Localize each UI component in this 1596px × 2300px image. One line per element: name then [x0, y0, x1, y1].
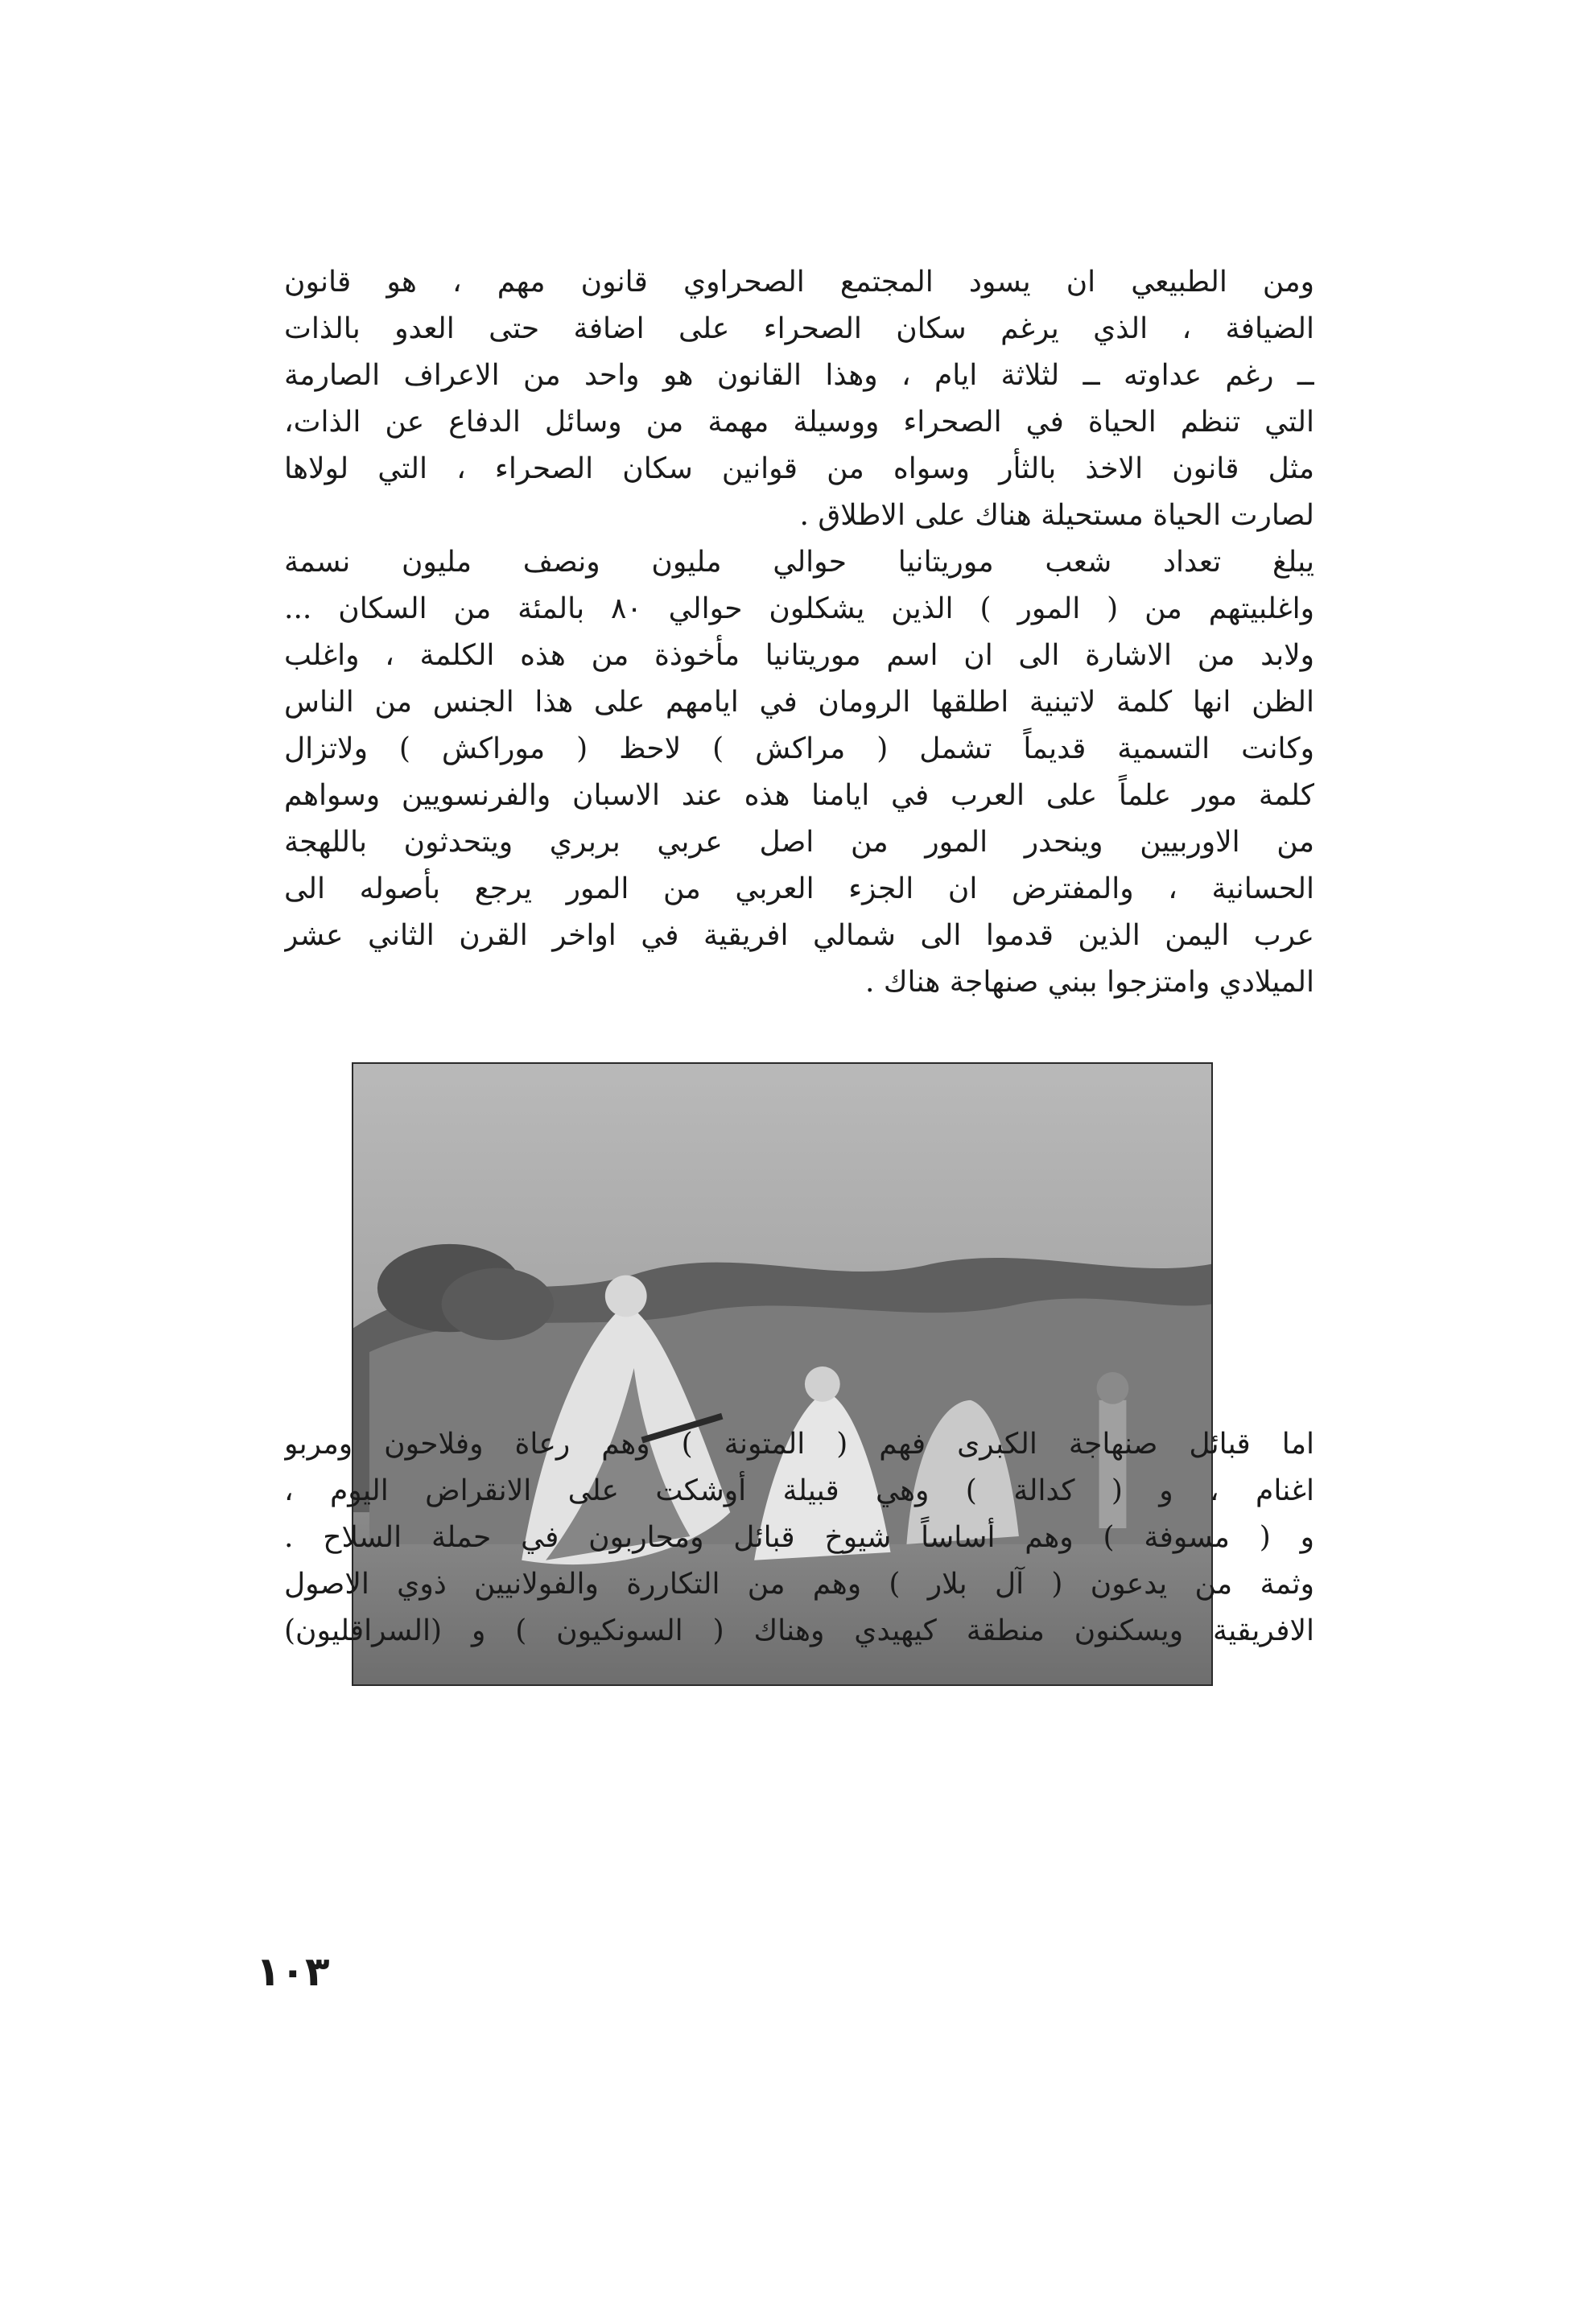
text-line: الضيافة ، الذي يرغم سكان الصحراء على اضافة حتى العدو بالذات	[284, 312, 1314, 345]
text-line: الافريقية ويسكنون منطقة كيهيدي وهناك ( السونكيون ) و (السراقليون)	[284, 1614, 1314, 1647]
text-line: لصارت الحياة مستحيلة هناك على الاطلاق .	[799, 499, 1314, 532]
page-number: ١٠٣	[256, 1948, 330, 1995]
text-line: وكانت التسمية قديماً تشمل ( مراكش ) لاحظ ( موراكش ) ولاتزال	[284, 732, 1314, 765]
text-line: عرب اليمن الذين قدموا الى شمالي افريقية في اواخر القرن الثاني عشر	[284, 919, 1314, 952]
text-line: ومن الطبيعي ان يسود المجتمع الصحراوي قانون مهم ، هو قانون	[284, 266, 1314, 299]
text-line: يبلغ تعداد شعب موريتانيا حوالي مليون ونصف مليون نسمة	[284, 546, 1314, 579]
text-line: اما قبائل صنهاجة الكبرى فهم ( المتونة ) وهم رعاة وفلاحون ومربو	[284, 1428, 1314, 1461]
text-line: الميلادي وامتزجوا ببني صنهاجة هناك .	[864, 966, 1314, 999]
text-line: واغلبيتهم من ( المور ) الذين يشكلون حوالي ٨٠ بالمئة من السكان ...	[284, 592, 1314, 625]
text-line: اغنام ، و ( كدالة ) وهي قبيلة أوشكت على الانقراض اليوم ،	[284, 1474, 1314, 1507]
text-line: ــ رغم عداوته ــ لثلاثة ايام ، وهذا القانون هو واحد من الاعراف الصارمة	[284, 359, 1314, 392]
text-line: و ( مسوفة ) وهم أساساً شيوخ قبائل ومحاربون في حملة السلاح .	[284, 1521, 1314, 1554]
text-line: التي تنظم الحياة في الصحراء ووسيلة مهمة من وسائل الدفاع عن الذات،	[284, 406, 1314, 439]
text-line: الظن انها كلمة لاتينية اطلقها الرومان في ايامهم على هذا الجنس من الناس	[284, 686, 1314, 719]
text-line: كلمة مور علماً على العرب في ايامنا هذه عند الاسبان والفرنسويين وسواهم	[284, 779, 1314, 812]
text-line: من الاوربيين وينحدر المور من اصل عربي بربري ويتحدثون باللهجة	[284, 826, 1314, 859]
paragraph-block-1	[284, 259, 1314, 1006]
text-line: مثل قانون الاخذ بالثأر وسواه من قوانين سكان الصحراء ، التي لولاها	[284, 452, 1314, 485]
text-line: ولابد من الاشارة الى ان اسم موريتانيا مأخوذة من هذه الكلمة ، واغلب	[284, 639, 1314, 672]
paragraph-block-2	[284, 1421, 1314, 1655]
text-line: وثمة من يدعون ( آل بلار ) وهم من التكاررة والفولانيين ذوي الاصول	[284, 1568, 1314, 1601]
text-line: الحسانية ، والمفترض ان الجزء العربي من المور يرجع بأصوله الى	[284, 872, 1314, 905]
